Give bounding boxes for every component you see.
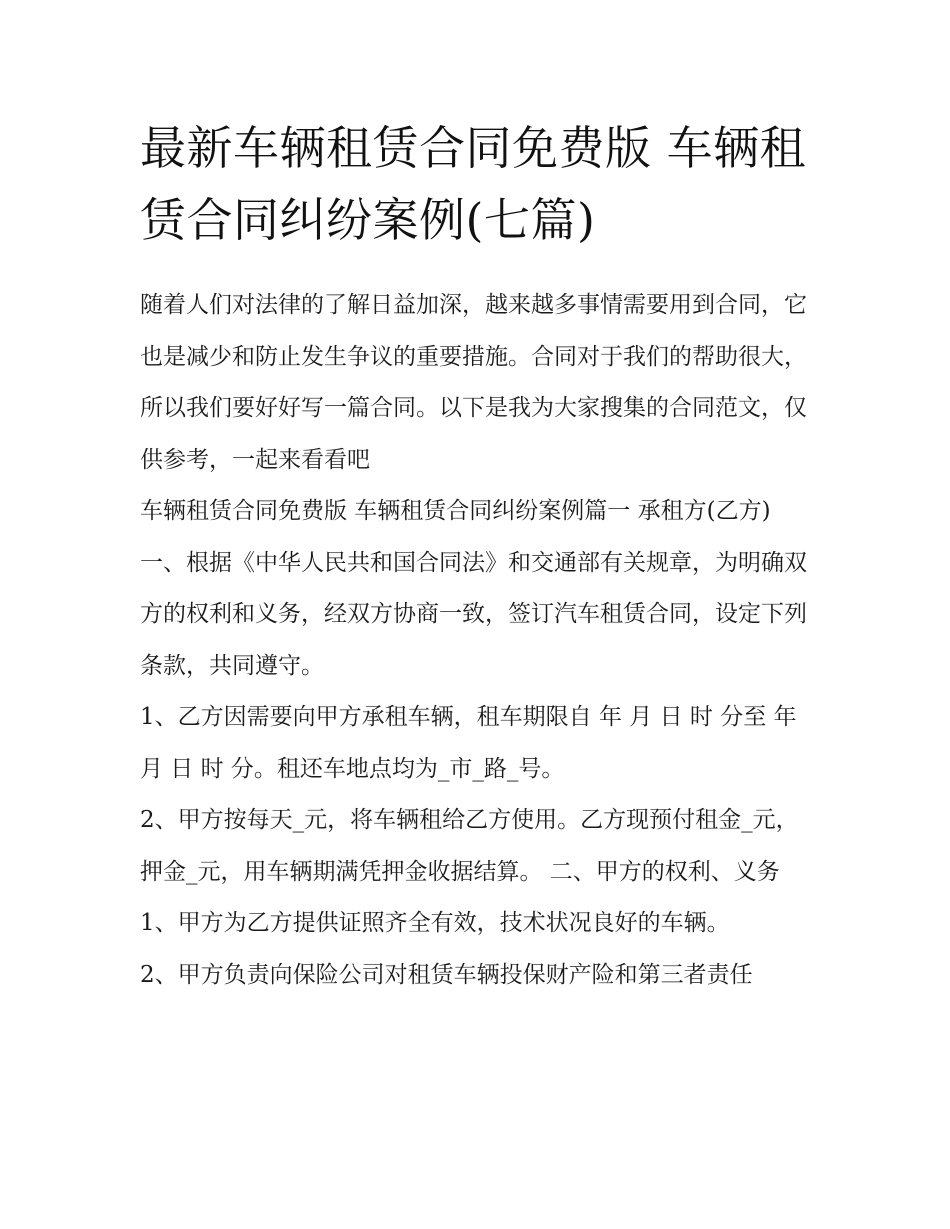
paragraph-lessor-item-2: 2、甲方负责向保险公司对租赁车辆投保财产险和第三者责任 xyxy=(140,961,753,988)
document-title: 最新车辆租赁合同免费版 车辆租赁合同纠纷案例(七篇) xyxy=(140,121,807,247)
paragraph-item-1: 1、乙方因需要向甲方承租车辆，租车期限自 年 月 日 时 分至 年 月 日 时 分。租还车地点均为_市_路_号。 xyxy=(140,704,797,782)
paragraph-clause-1: 一、根据《中华人民共和国合同法》和交通部有关规章，为明确双方的权利和义务，经双方协商一致，签订汽车租赁合同，设定下列条款，共同遵守。 xyxy=(140,549,807,679)
document-body xyxy=(140,280,820,1001)
document-content xyxy=(140,112,820,1001)
paragraph-lessor-item-1: 1、甲方为乙方提供证照齐全有效，技术状况良好的车辆。 xyxy=(140,910,730,936)
paragraph-section-heading: 车辆租赁合同免费版 车辆租赁合同纠纷案例篇一 承租方(乙方) xyxy=(140,498,771,524)
paragraph-item-2: 2、甲方按每天_元，将车辆租给乙方使用。乙方现预付租金_元，押金_元，用车辆期满凭押金收据结算。 二、甲方的权利、义务 xyxy=(140,807,799,885)
paragraph-intro: 随着人们对法律的了解日益加深，越来越多事情需要用到合同，它也是减少和防止发生争议的重要措施。合同对于我们的帮助很大，所以我们要好好写一篇合同。以下是我为大家搜集的合同范文，仅供参考，一起来看看吧 xyxy=(140,292,807,473)
